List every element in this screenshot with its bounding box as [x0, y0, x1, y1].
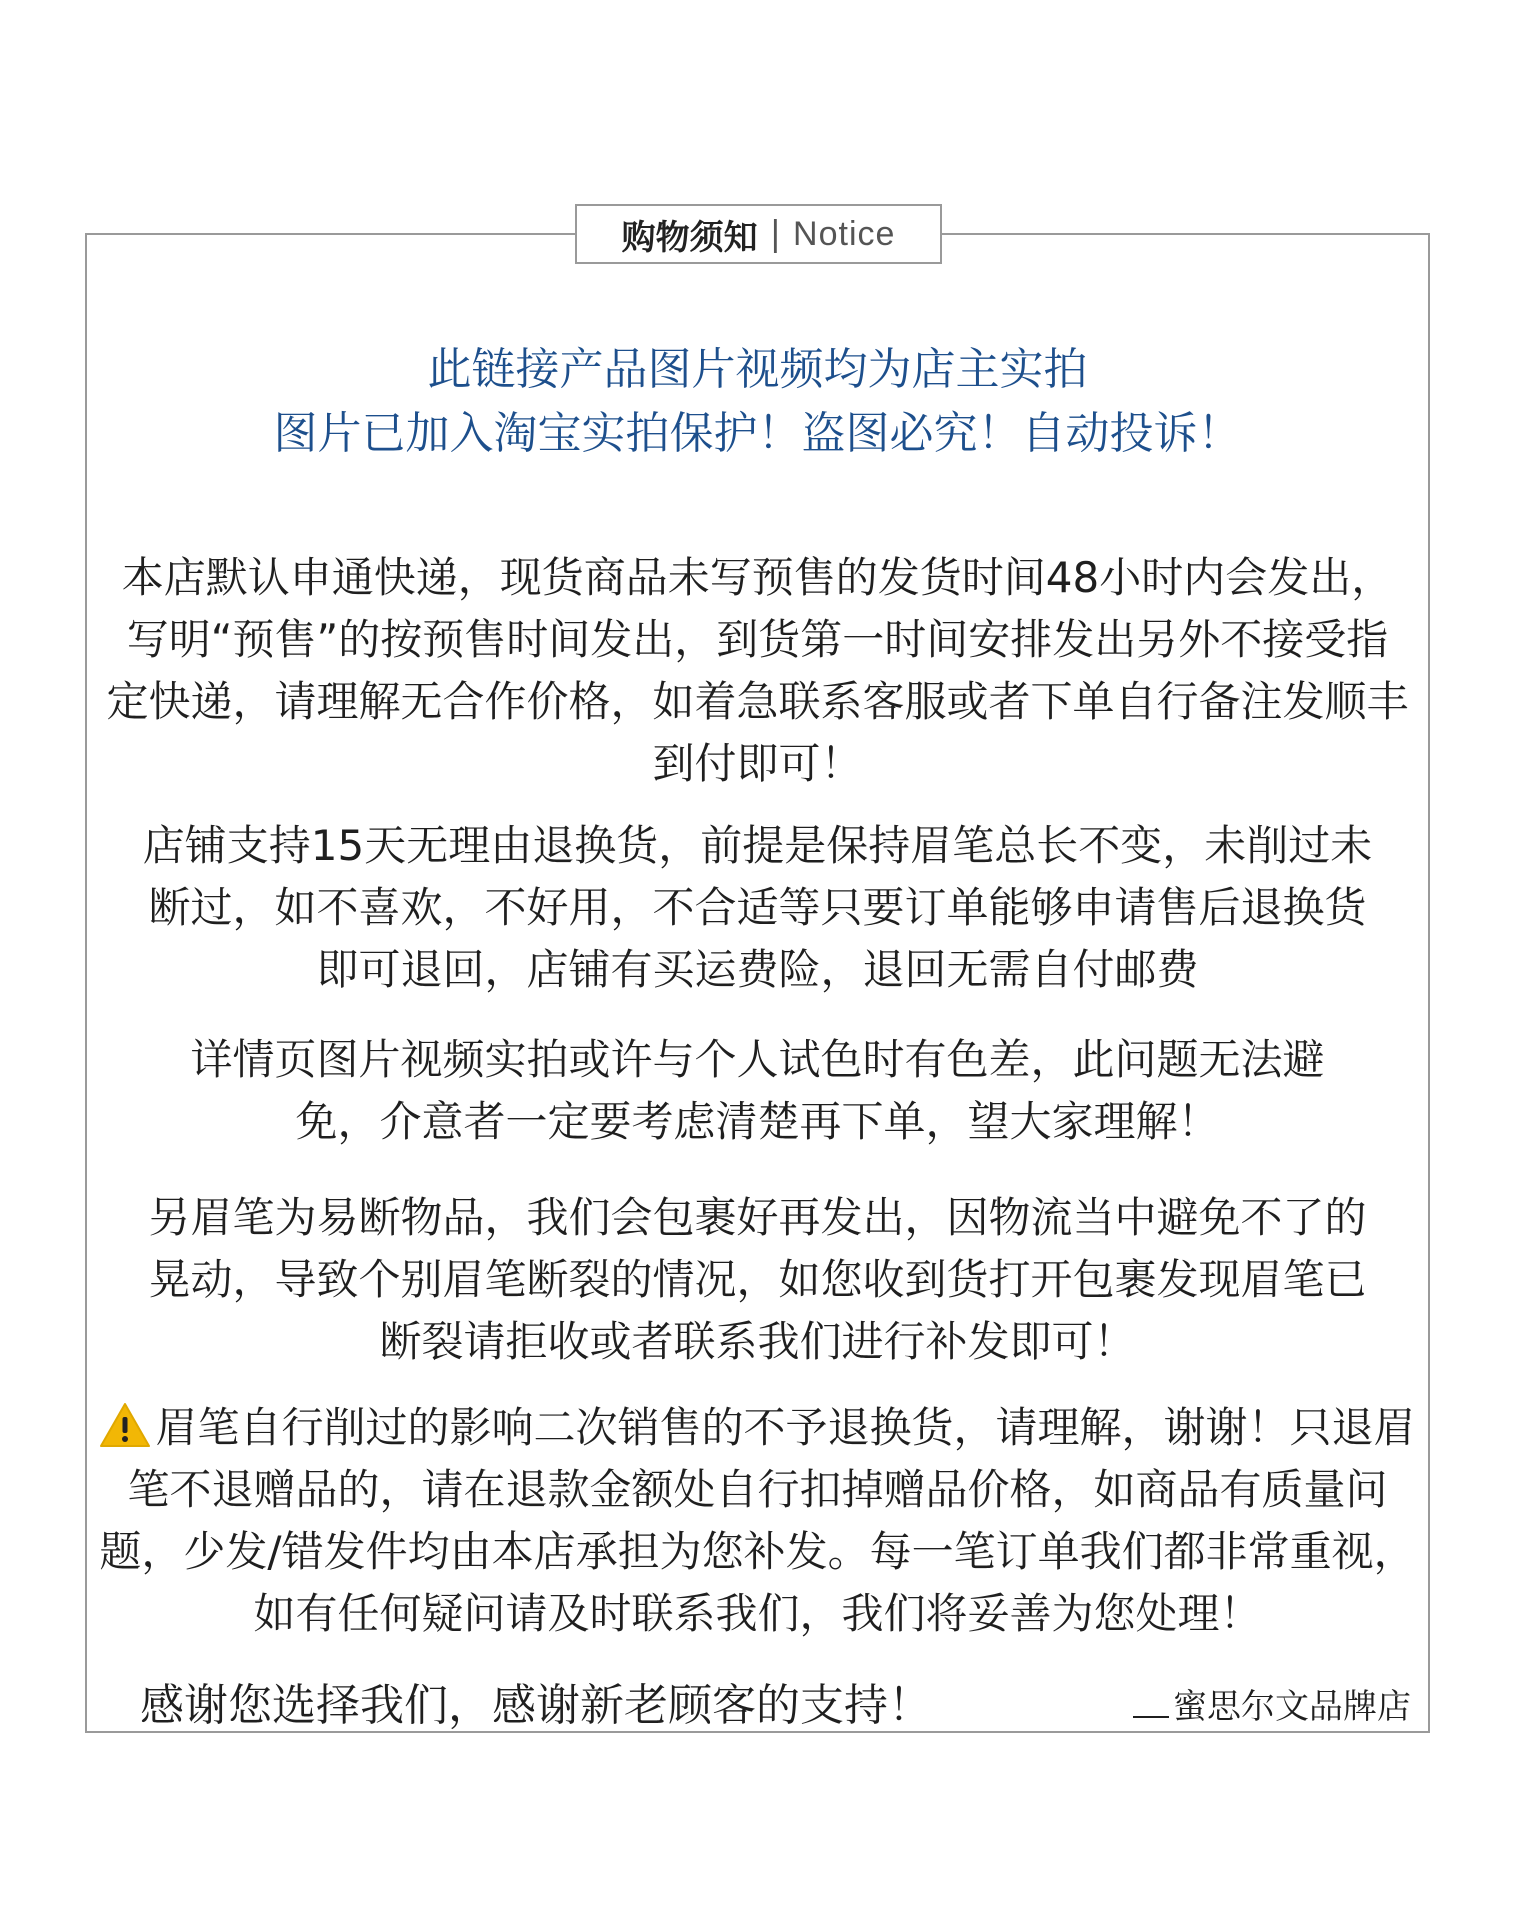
- fragile-line-2: 晃动，导致个别眉笔断裂的情况，如您收到货打开包裹发现眉笔已: [148, 1255, 1367, 1304]
- warning-text-1: 眉笔自行削过的影响二次销售的不予退换货，请理解，谢谢！只退眉: [155, 1403, 1416, 1452]
- color-diff-line-2: 免，介意者一定要考虑清楚再下单，望大家理解！: [295, 1097, 1220, 1146]
- warning-line-2: 笔不退赠品的，请在退款金额处自行扣掉赠品价格，如商品有质量问: [127, 1465, 1388, 1514]
- shipping-line-1: 本店默认申通快递，现货商品未写预售的发货时间48小时内会发出，: [121, 553, 1394, 602]
- header-separator: |: [769, 214, 782, 254]
- shipping-line-4: 到付即可！: [652, 739, 863, 788]
- notice-header: [575, 204, 942, 264]
- warning-line-1: [90, 1398, 1425, 1458]
- signature-dash: [1133, 1682, 1169, 1718]
- warning-icon: [99, 1402, 151, 1448]
- fragile-line-3: 断裂请拒收或者联系我们进行补发即可！: [379, 1317, 1136, 1366]
- warning-line-4: 如有任何疑问请及时联系我们，我们将妥善为您处理！: [253, 1589, 1262, 1638]
- returns-line-2: 断过，如不喜欢，不好用，不合适等只要订单能够申请售后退换货: [148, 883, 1367, 932]
- color-diff-line-1: 详情页图片视频实拍或许与个人试色时有色差，此问题无法避: [190, 1035, 1325, 1084]
- store-name: 蜜思尔文品牌店: [1173, 1687, 1411, 1727]
- fragile-line-1: 另眉笔为易断物品，我们会包裹好再发出，因物流当中避免不了的: [148, 1193, 1367, 1242]
- headline-line-1: 此链接产品图片视频均为店主实拍: [427, 344, 1088, 395]
- returns-line-1: 店铺支持15天无理由退换货，前提是保持眉笔总长不变，未削过未: [142, 821, 1373, 870]
- warning-line-3: 题，少发/错发件均由本店承担为您补发。每一笔订单我们都非常重视，: [99, 1527, 1416, 1576]
- headline-line-2: 图片已加入淘宝实拍保护！盗图必究！自动投诉！: [273, 408, 1242, 459]
- header-title-cn: 购物须知: [621, 217, 758, 258]
- header-title-en: Notice: [793, 214, 896, 253]
- store-signature: [1133, 1682, 1411, 1732]
- returns-line-3: 即可退回，店铺有买运费险，退回无需自付邮费: [316, 945, 1199, 994]
- shipping-line-2: 写明“预售”的按预售时间发出，到货第一时间安排发出另外不接受指: [126, 615, 1389, 664]
- closing-thanks: 感谢您选择我们，感谢新老顾客的支持！: [140, 1680, 932, 1731]
- shipping-line-3: 定快递，请理解无合作价格，如着急联系客服或者下单自行备注发顺丰: [106, 677, 1409, 726]
